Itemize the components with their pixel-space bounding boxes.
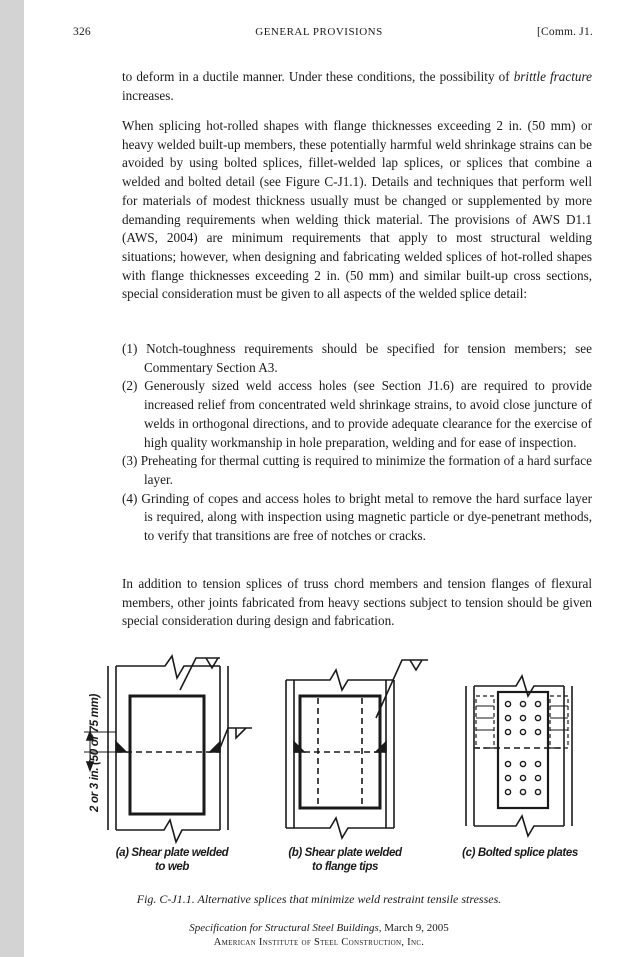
dimension-label: 2 or 3 in. (50 or 75 mm) bbox=[89, 693, 101, 813]
footer-spec-line: Specification for Structural Steel Buildings, March 9, 2005 bbox=[189, 922, 449, 934]
emphasis-brittle-fracture: brittle fracture bbox=[513, 69, 592, 84]
paragraph-welded-splices: When splicing hot-rolled shapes with flange thicknesses exceeding 2 in. (50 mm) or heavy welded built-up members, these potentially harmful weld shrinkage strains can be avoided by using bolted splices, fillet-welded lap splices, or splices that combine a welded and bolted detail (see Figure C-J1.1). Details and techniques that perform well for materials of modest thickness usually must be changed or supplemented by more demanding requirements when welding thick material. The provisions of AWS D1.1 (AWS, 2004) are minimum requirements that apply to most structural welding situations; however, when designing and fabricating welded splices of hot-rolled shapes with flange thicknesses exceeding 2 in. (50 mm) and similar built-up cross sections, special consideration must be given to all aspects of the welded splice detail: bbox=[122, 118, 592, 302]
page-number: 326 bbox=[73, 26, 91, 38]
panel-a-caption: (a) Shear plate welded to web bbox=[115, 847, 229, 873]
panel-b-drawing bbox=[286, 660, 428, 838]
paragraph-continuation: to deform in a ductile manner. Under these conditions, the possibility of brittle fracture increases. bbox=[122, 69, 592, 103]
panel-c-caption: (c) Bolted splice plates bbox=[462, 847, 578, 859]
list-item: (4) Grinding of copes and access holes to bright metal to remove the hard surface layer is required, along with inspection using magnetic particle or dye-penetrant methods, to verify that transitions are free of notches or cracks. bbox=[122, 490, 592, 544]
list-item: (3) Preheating for thermal cutting is required to minimize the formation of a hard surface layer. bbox=[122, 453, 592, 487]
list-item: (1) Notch-toughness requirements should be specified for tension members; see Commentary Section A3. bbox=[122, 341, 592, 375]
list-item: (2) Generously sized weld access holes (see Section J1.6) are required to provide increased relief from concentrated weld shrinkage strains, to avoid close juncture of welds in orthogonal directions, and to provide adequate clearance for the exercise of high quality workmanship in hole preparation, welding and for ease of inspection. bbox=[122, 378, 592, 450]
page-margin-bar bbox=[0, 0, 24, 957]
section-reference: [Comm. J1. bbox=[537, 26, 593, 38]
panel-c-drawing bbox=[466, 676, 572, 836]
paragraph-other-joints: In addition to tension splices of truss chord members and tension flanges of flexural members, other joints fabricated from heavy sections subject to tension should be given special consideration during design and fabrication. bbox=[122, 576, 592, 629]
requirements-list bbox=[122, 340, 592, 546]
figure-caption: Fig. C-J1.1. Alternative splices that minimize weld restraint tensile stresses. bbox=[136, 892, 502, 906]
running-title: GENERAL PROVISIONS bbox=[255, 26, 383, 38]
panel-b-caption: (b) Shear plate welded to flange tips bbox=[288, 847, 402, 873]
footer-publisher: American Institute of Steel Construction, Inc. bbox=[213, 937, 425, 948]
panel-a-drawing bbox=[84, 656, 252, 842]
